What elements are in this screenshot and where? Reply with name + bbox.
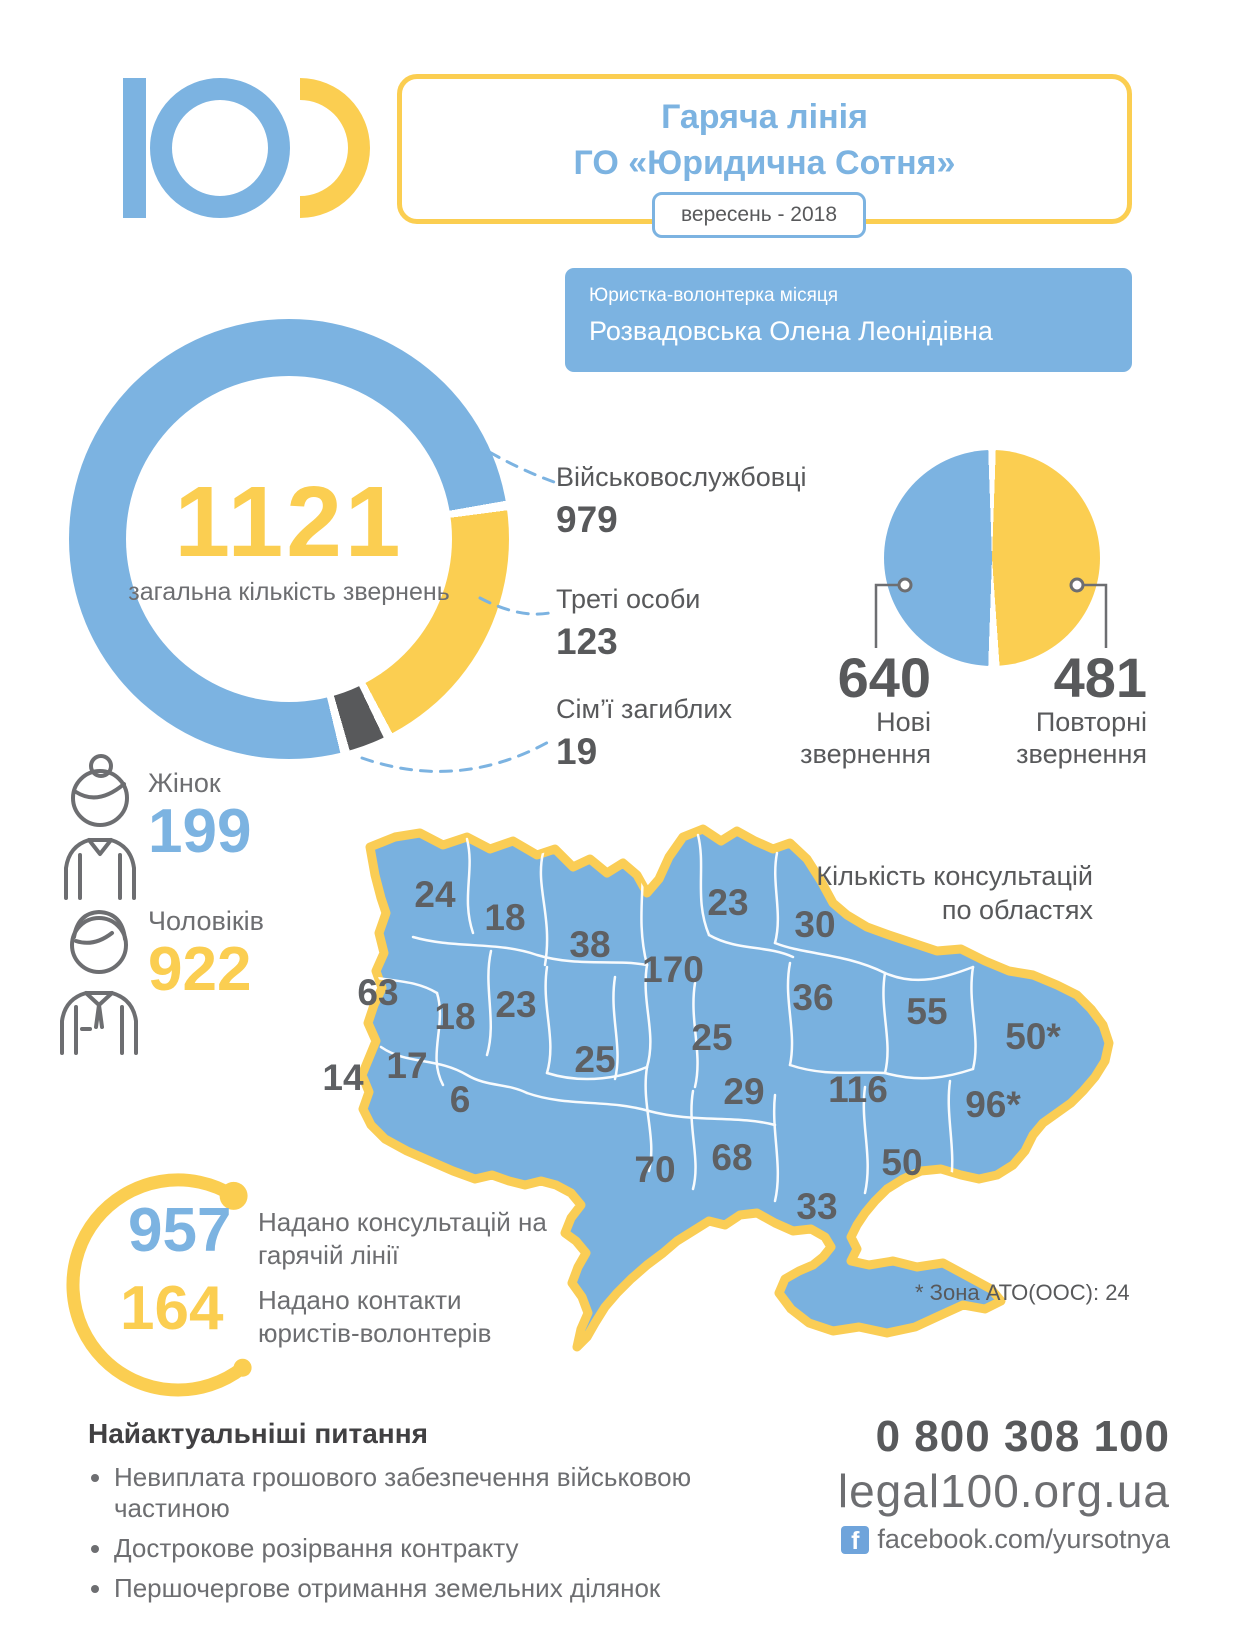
map-footnote: * Зона АТО(ООС): 24 [915,1280,1130,1305]
legal-100-logo [113,70,373,226]
new-requests-label2: звернення [800,739,931,770]
man-icon [52,903,146,1055]
female-stat [148,768,251,864]
website-link[interactable]: legal100.org.ua [837,1465,1170,1517]
question-item: • Невиплата грошового забезпечення військовою частиною [114,1462,808,1524]
map-region-value: 50 [881,1142,923,1183]
repeat-requests-label: Повторні [1035,707,1147,737]
map-region-value: 68 [711,1137,753,1178]
logo-crescent-0 [300,78,370,218]
facebook-icon[interactable]: f [841,1526,869,1554]
map-region-value: 24 [414,874,456,915]
question-item: • Дострокове розірвання контракту [114,1533,808,1564]
volunteer-card [565,268,1132,372]
new-requests-label: Нові [876,707,931,737]
page-title-line1: Гаряча лінія [661,98,868,136]
consultations-value: 957 [128,1196,232,1265]
segment-value: 19 [556,731,598,772]
questions-list [92,1462,808,1604]
map-region-value: 29 [723,1071,765,1112]
volunteer-name: Розвадовська Олена Леонідівна [589,316,993,346]
map-region-value: 18 [484,897,526,938]
map-region-value: 170 [642,949,704,990]
map-region-value: 23 [495,984,537,1025]
segment-label: Військовослужбовці [556,462,807,492]
male-value: 922 [148,935,252,1004]
page-title-line2: ГО «Юридична Сотня» [573,143,956,182]
pie-stat-new [756,646,931,771]
footer-contacts [810,1412,1170,1555]
map-region-value: 50* [1005,1016,1061,1057]
map-region-value: 25 [691,1017,733,1058]
map-title-line1: Кількість консультацій [816,861,1093,891]
facebook-row[interactable] [810,1524,1170,1555]
segment-label: Сім’ї загиблих [556,694,732,724]
map-region-value: 96* [965,1084,1021,1125]
male-stat [148,906,264,1002]
map-region-value: 25 [574,1039,616,1080]
woman-icon [58,750,142,900]
map-region-value: 6 [449,1079,471,1120]
segment-label: Треті особи [556,584,701,614]
map-region-value: 23 [707,882,749,923]
donut-callout-lines [330,420,580,790]
map-region-value: 55 [906,991,948,1032]
map-region-value: 30 [794,904,836,945]
contacts-label: Надано контакти юристів-волонтерів [258,1285,492,1348]
questions-title: Найактуальніші питання [88,1418,428,1449]
repeat-requests-label2: звернення [1016,739,1147,770]
total-requests-caption: загальна кількість звернень [128,577,450,606]
logo-bar-1 [123,78,146,218]
logo-ring-0 [161,89,279,207]
pie-callout-lines [850,560,1160,660]
donut-legend-item [556,462,856,541]
map-region-value: 14 [322,1057,364,1098]
volunteer-card-label: Юристка-волонтерка місяця [589,285,839,306]
total-requests-value: 1121 [174,465,404,578]
segment-value: 123 [556,621,618,662]
repeat-requests-value: 481 [1053,646,1147,709]
map-region-value: 70 [634,1149,676,1190]
hotline-phone[interactable]: 0 800 308 100 [875,1412,1170,1461]
page-title [574,95,956,187]
map-region-value: 18 [434,996,476,1037]
map-title [790,860,1093,928]
map-region-value: 38 [569,924,611,965]
map-region-value: 17 [386,1045,428,1086]
map-region-value: 33 [796,1186,838,1227]
segment-value: 979 [556,499,618,540]
female-value: 199 [148,797,252,866]
question-item: • Першочергове отримання земельних ділянок [114,1573,808,1604]
facebook-link[interactable]: facebook.com/yursotnya [877,1524,1170,1554]
male-label: Чоловіків [148,906,264,936]
new-requests-value: 640 [837,646,931,709]
map-region-value: 36 [792,977,834,1018]
contacts-value: 164 [120,1274,224,1343]
period-badge: вересень - 2018 [652,192,866,238]
pie-stat-repeat [972,646,1147,771]
top-questions [88,1418,808,1613]
map-title-line2: по областях [941,894,1093,925]
map-region-value: 63 [357,972,399,1013]
consultations-label: Надано консультацій на гарячій лінії [258,1207,547,1270]
map-region-value: 116 [828,1069,888,1110]
female-label: Жінок [148,768,221,798]
